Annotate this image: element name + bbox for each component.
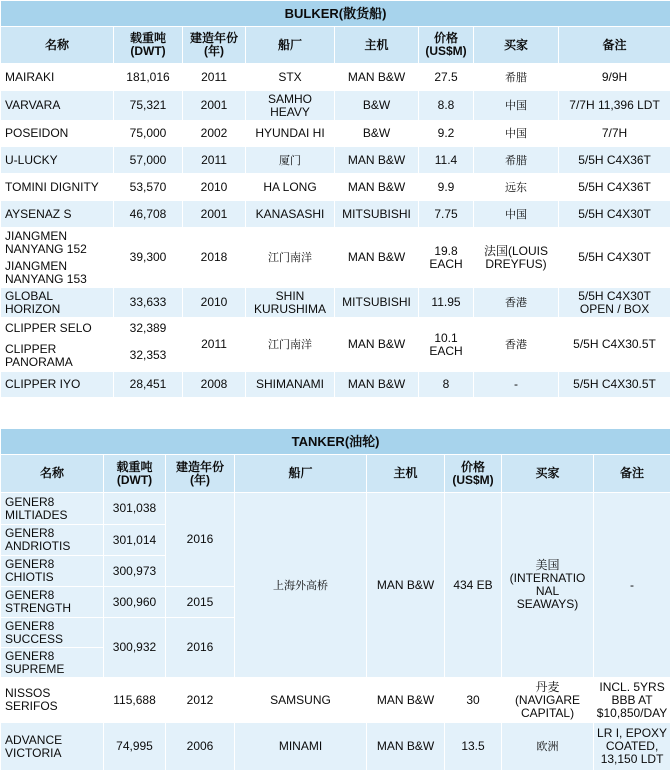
table-row bbox=[1, 91, 670, 121]
ship-remarks: LR I, EPOXY COATED, 13,150 LDT bbox=[594, 723, 670, 771]
ship-dwt: 33,633 bbox=[114, 288, 183, 318]
ship-name: NISSOS SERIFOS bbox=[1, 678, 104, 723]
header-buyer: 买家 bbox=[502, 455, 594, 493]
ship-remarks: INCL. 5YRS BBB AT $10,850/DAY bbox=[594, 678, 670, 723]
ship-dwt: 300,932 bbox=[104, 618, 166, 678]
ship-buyer: 法国(LOUIS DREYFUS) bbox=[474, 228, 559, 288]
header-price: 价格 (US$M) bbox=[445, 455, 502, 493]
header-yard: 船厂 bbox=[235, 455, 367, 493]
ship-price: 8 bbox=[419, 372, 474, 398]
ship-buyer: 香港 bbox=[474, 318, 559, 372]
tanker-title-row bbox=[1, 429, 670, 455]
ship-yard: MINAMI bbox=[235, 723, 367, 771]
table-row bbox=[1, 147, 670, 174]
ship-dwt: 300,960 bbox=[104, 587, 166, 618]
ship-engine: MAN B&W bbox=[335, 228, 419, 288]
ship-name: AYSENAZ S bbox=[1, 201, 114, 228]
tanker-table bbox=[0, 428, 670, 771]
ship-name: CLIPPER PANORAMA bbox=[1, 340, 114, 372]
ship-remarks: 5/5H C4X30.5T bbox=[559, 318, 670, 372]
ship-year: 2012 bbox=[166, 678, 235, 723]
ship-engine: MAN B&W bbox=[367, 493, 445, 678]
ship-name: GENER8 SUPREME bbox=[1, 648, 104, 678]
ship-engine: MAN B&W bbox=[335, 174, 419, 201]
ship-engine: B&W bbox=[335, 121, 419, 147]
ship-dwt: 32,389 bbox=[114, 318, 183, 340]
ship-price: 11.4 bbox=[419, 147, 474, 174]
ship-dwt: 300,973 bbox=[104, 556, 166, 587]
ship-year: 2006 bbox=[166, 723, 235, 771]
ship-yard: STX bbox=[246, 64, 335, 91]
ship-name: GENER8 SUCCESS bbox=[1, 618, 104, 648]
ship-name: GENER8 MILTIADES bbox=[1, 493, 104, 525]
header-name: 名称 bbox=[1, 455, 104, 493]
ship-dwt: 39,300 bbox=[114, 228, 183, 288]
header-remarks: 备注 bbox=[594, 455, 670, 493]
ship-year: 2011 bbox=[183, 318, 246, 372]
ship-dwt: 53,570 bbox=[114, 174, 183, 201]
header-engine: 主机 bbox=[335, 27, 419, 64]
ship-dwt: 74,995 bbox=[104, 723, 166, 771]
table-row bbox=[1, 228, 670, 258]
ship-yard: SAMSUNG bbox=[235, 678, 367, 723]
ship-price: 9.9 bbox=[419, 174, 474, 201]
ship-dwt: 181,016 bbox=[114, 64, 183, 91]
table-row bbox=[1, 372, 670, 398]
ship-dwt: 57,000 bbox=[114, 147, 183, 174]
ship-name: JIANGMEN NANYANG 153 bbox=[1, 258, 114, 288]
ship-name: ADVANCE VICTORIA bbox=[1, 723, 104, 771]
ship-yard: SHIN KURUSHIMA bbox=[246, 288, 335, 318]
ship-dwt: 46,708 bbox=[114, 201, 183, 228]
ship-remarks: 9/9H bbox=[559, 64, 670, 91]
ship-buyer: - bbox=[474, 372, 559, 398]
bulker-header-row bbox=[1, 27, 670, 64]
ship-year: 2008 bbox=[183, 372, 246, 398]
ship-engine: MAN B&W bbox=[335, 372, 419, 398]
ship-yard: 江门南洋 bbox=[246, 228, 335, 288]
table-row bbox=[1, 64, 670, 91]
ship-year: 2002 bbox=[183, 121, 246, 147]
ship-name: CLIPPER SELO bbox=[1, 318, 114, 340]
ship-price: 19.8 EACH bbox=[419, 228, 474, 288]
ship-buyer: 中国 bbox=[474, 201, 559, 228]
ship-price: 7.75 bbox=[419, 201, 474, 228]
ship-year: 2001 bbox=[183, 201, 246, 228]
ship-name: GENER8 CHIOTIS bbox=[1, 556, 104, 587]
ship-price: 27.5 bbox=[419, 64, 474, 91]
ship-name: GLOBAL HORIZON bbox=[1, 288, 114, 318]
ship-price: 10.1 EACH bbox=[419, 318, 474, 372]
header-dwt: 载重吨 (DWT) bbox=[114, 27, 183, 64]
ship-remarks: 7/7H 11,396 LDT bbox=[559, 91, 670, 121]
table-row bbox=[1, 723, 670, 771]
ship-yard: SAMHO HEAVY bbox=[246, 91, 335, 121]
table-row bbox=[1, 318, 670, 340]
bulker-title-row bbox=[1, 1, 670, 27]
ship-dwt: 75,000 bbox=[114, 121, 183, 147]
ship-name: MAIRAKI bbox=[1, 64, 114, 91]
ship-price: 13.5 bbox=[445, 723, 502, 771]
ship-engine: MAN B&W bbox=[367, 723, 445, 771]
ship-price: 9.2 bbox=[419, 121, 474, 147]
ship-buyer: 远东 bbox=[474, 174, 559, 201]
ship-year: 2001 bbox=[183, 91, 246, 121]
ship-buyer: 香港 bbox=[474, 288, 559, 318]
table-row bbox=[1, 121, 670, 147]
ship-year: 2011 bbox=[183, 147, 246, 174]
header-remarks: 备注 bbox=[559, 27, 670, 64]
ship-dwt: 115,688 bbox=[104, 678, 166, 723]
header-year: 建造年份 (年) bbox=[183, 27, 246, 64]
ship-price: 30 bbox=[445, 678, 502, 723]
ship-dwt: 28,451 bbox=[114, 372, 183, 398]
ship-buyer: 丹麦 (NAVIGARE CAPITAL) bbox=[502, 678, 594, 723]
ship-buyer: 中国 bbox=[474, 91, 559, 121]
ship-dwt: 75,321 bbox=[114, 91, 183, 121]
bulker-title: BULKER(散货船) bbox=[1, 1, 670, 27]
ship-name: GENER8 STRENGTH bbox=[1, 587, 104, 618]
ship-name: GENER8 ANDRIOTIS bbox=[1, 525, 104, 556]
ship-remarks: 5/5H C4X30.5T bbox=[559, 372, 670, 398]
ship-name: JIANGMEN NANYANG 152 bbox=[1, 228, 114, 258]
header-name: 名称 bbox=[1, 27, 114, 64]
table-row bbox=[1, 201, 670, 228]
ship-price: 434 EB bbox=[445, 493, 502, 678]
header-year: 建造年份 (年) bbox=[166, 455, 235, 493]
ship-remarks: 5/5H C4X36T bbox=[559, 174, 670, 201]
ship-remarks: 7/7H bbox=[559, 121, 670, 147]
ship-remarks: - bbox=[594, 493, 670, 678]
ship-year: 2016 bbox=[166, 493, 235, 587]
ship-remarks: 5/5H C4X30T bbox=[559, 228, 670, 288]
ship-engine: MITSUBISHI bbox=[335, 288, 419, 318]
tanker-section bbox=[0, 428, 670, 771]
ship-name: TOMINI DIGNITY bbox=[1, 174, 114, 201]
header-yard: 船厂 bbox=[246, 27, 335, 64]
table-row bbox=[1, 678, 670, 723]
ship-name: VARVARA bbox=[1, 91, 114, 121]
tanker-header-row bbox=[1, 455, 670, 493]
ship-engine: MITSUBISHI bbox=[335, 201, 419, 228]
ship-dwt: 301,038 bbox=[104, 493, 166, 525]
ship-year: 2015 bbox=[166, 587, 235, 618]
ship-engine: MAN B&W bbox=[335, 318, 419, 372]
ship-remarks: 5/5H C4X30T OPEN / BOX bbox=[559, 288, 670, 318]
ship-engine: MAN B&W bbox=[335, 147, 419, 174]
ship-price: 8.8 bbox=[419, 91, 474, 121]
ship-name: POSEIDON bbox=[1, 121, 114, 147]
ship-engine: MAN B&W bbox=[335, 64, 419, 91]
header-engine: 主机 bbox=[367, 455, 445, 493]
table-row bbox=[1, 288, 670, 318]
ship-name: CLIPPER IYO bbox=[1, 372, 114, 398]
ship-price: 11.95 bbox=[419, 288, 474, 318]
ship-year: 2018 bbox=[183, 228, 246, 288]
ship-remarks: 5/5H C4X36T bbox=[559, 147, 670, 174]
ship-year: 2010 bbox=[183, 288, 246, 318]
header-dwt: 载重吨 (DWT) bbox=[104, 455, 166, 493]
ship-yard: SHIMANAMI bbox=[246, 372, 335, 398]
ship-name: U-LUCKY bbox=[1, 147, 114, 174]
header-price: 价格 (US$M) bbox=[419, 27, 474, 64]
ship-engine: B&W bbox=[335, 91, 419, 121]
ship-buyer: 美国 (INTERNATIO NAL SEAWAYS) bbox=[502, 493, 594, 678]
ship-yard: HA LONG bbox=[246, 174, 335, 201]
table-row bbox=[1, 174, 670, 201]
ship-yard: 厦门 bbox=[246, 147, 335, 174]
ship-yard: KANASASHI bbox=[246, 201, 335, 228]
ship-engine: MAN B&W bbox=[367, 678, 445, 723]
ship-buyer: 中国 bbox=[474, 121, 559, 147]
ship-year: 2011 bbox=[183, 64, 246, 91]
ship-buyer: 欧洲 bbox=[502, 723, 594, 771]
ship-yard: 江门南洋 bbox=[246, 318, 335, 372]
tanker-title: TANKER(油轮) bbox=[1, 429, 670, 455]
header-buyer: 买家 bbox=[474, 27, 559, 64]
ship-dwt: 32,353 bbox=[114, 340, 183, 372]
ship-dwt: 301,014 bbox=[104, 525, 166, 556]
ship-yard: HYUNDAI HI bbox=[246, 121, 335, 147]
ship-yard: 上海外高桥 bbox=[235, 493, 367, 678]
ship-year: 2010 bbox=[183, 174, 246, 201]
ship-year: 2016 bbox=[166, 618, 235, 678]
table-row bbox=[1, 493, 670, 525]
ship-remarks: 5/5H C4X30T bbox=[559, 201, 670, 228]
ship-buyer: 希腊 bbox=[474, 147, 559, 174]
ship-buyer: 希腊 bbox=[474, 64, 559, 91]
